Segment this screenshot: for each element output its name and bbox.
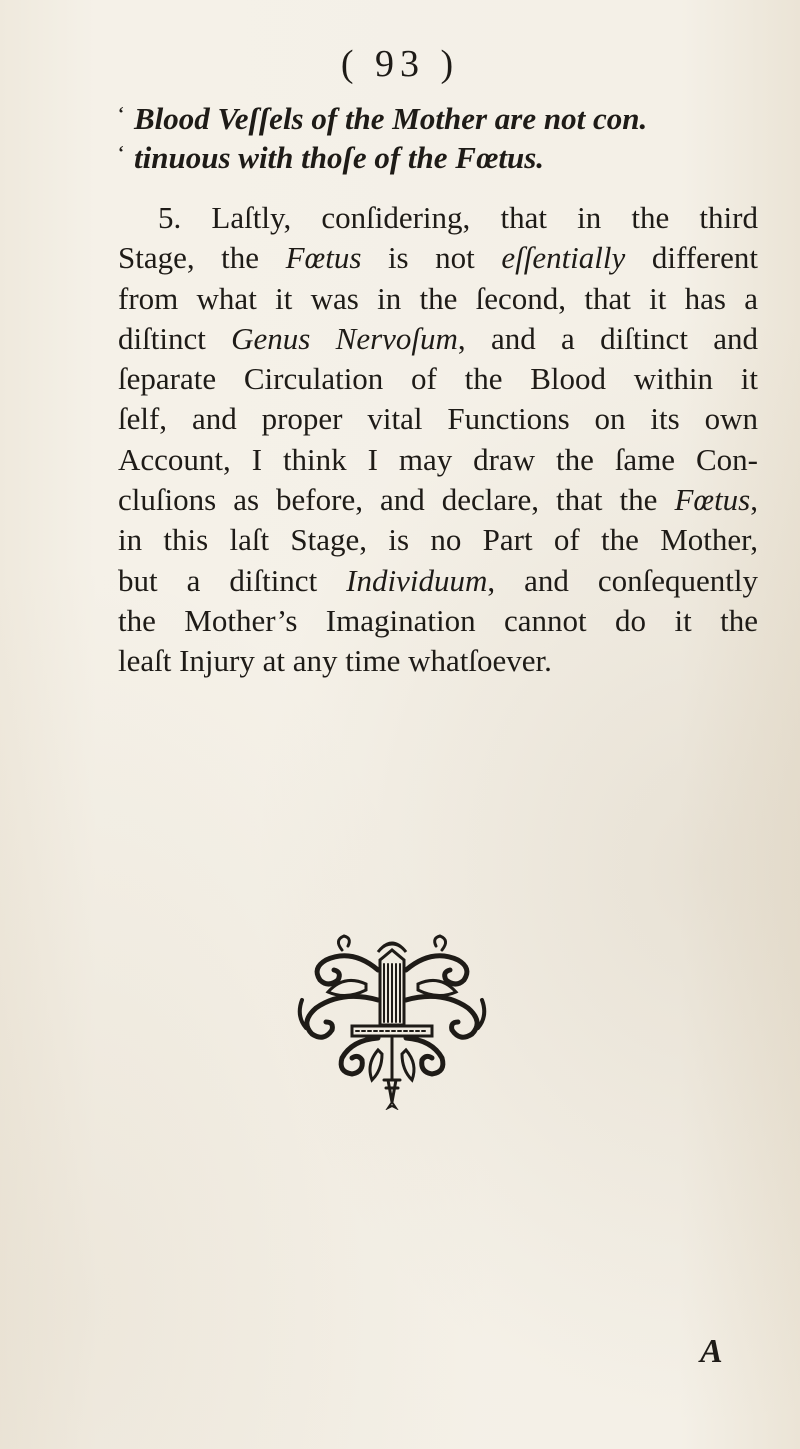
- paragraph-5: [118, 198, 758, 682]
- paragraph-line: [118, 641, 758, 681]
- floral-tailpiece-icon: [282, 930, 502, 1110]
- ornament-lower-leaf-left: [370, 1050, 382, 1080]
- ornament-leaf-left-2: [300, 1000, 306, 1028]
- paragraph-line: [118, 399, 758, 439]
- text-segment: , and conſequently: [487, 562, 758, 598]
- text-segment: cluſions as before, and declare, that the: [118, 482, 675, 518]
- text-segment: the Mother’s Imagination cannot do it the: [118, 602, 758, 638]
- paragraph-line: [118, 319, 758, 359]
- italic-term: Fœtus: [674, 482, 751, 518]
- text-segment: , and a diſtinct and: [457, 320, 758, 356]
- text-segment: in this laſt Stage, is no Part of the Mother,: [118, 522, 758, 558]
- text-segment: ſelf, and proper vital Functions on its own: [118, 401, 758, 437]
- quote-mark: ‘: [118, 142, 124, 162]
- quotation-line-2: [118, 133, 758, 177]
- text-segment: 5. Laſtly, conſidering, that in the third: [158, 200, 758, 235]
- text-segment: but a diſtinct: [118, 562, 347, 598]
- paragraph-line: [118, 279, 758, 319]
- text-segment: ſeparate Circulation of the Blood within it: [118, 361, 758, 397]
- quotation-text-2: tinuous with thoſe of the Fœtus.: [134, 140, 545, 175]
- page-number: ( 93 ): [340, 43, 460, 85]
- ornament-tendril-left: [338, 936, 349, 950]
- paragraph-line: [118, 238, 758, 278]
- text-segment: ,: [750, 482, 758, 518]
- italic-term: Fœtus: [285, 240, 362, 276]
- ornament-lower-leaf-right: [402, 1050, 414, 1080]
- text-segment: diſtinct: [118, 320, 232, 356]
- ornament-pendant-drop: [388, 1102, 396, 1108]
- ornament-tendril-right: [435, 936, 446, 950]
- quote-mark: ‘: [118, 103, 124, 123]
- paragraph-line: [118, 601, 758, 641]
- text-segment: from what it was in the ſecond, that it has a: [118, 280, 758, 316]
- text-segment: different: [625, 240, 758, 276]
- text-segment: is not: [361, 240, 502, 276]
- paragraph-line: [118, 480, 758, 520]
- ornament-leaf-right-2: [478, 1000, 484, 1028]
- catchword: A: [700, 1333, 723, 1370]
- paragraph-line: [118, 198, 758, 238]
- paragraph-line: [118, 359, 758, 399]
- italic-term: eſſentially: [501, 240, 626, 276]
- italic-term: Genus Nervoſum: [231, 320, 458, 356]
- quotation-line-1: [118, 94, 758, 138]
- text-segment: leaſt Injury at any time whatſoever.: [118, 643, 552, 679]
- paragraph-line: [118, 561, 758, 601]
- paragraph-line: [118, 520, 758, 560]
- text-segment: Stage, the: [118, 240, 286, 276]
- paragraph-line: [118, 440, 758, 480]
- text-segment: Account, I think I may draw the ſame Con-: [118, 441, 758, 477]
- ornament-vase-fluting: [384, 964, 400, 1022]
- italic-term: Individuum: [346, 562, 488, 598]
- ornament-pendant: [384, 1038, 400, 1102]
- quotation-text-1: Blood Veſſels of the Mother are not con.: [134, 101, 648, 136]
